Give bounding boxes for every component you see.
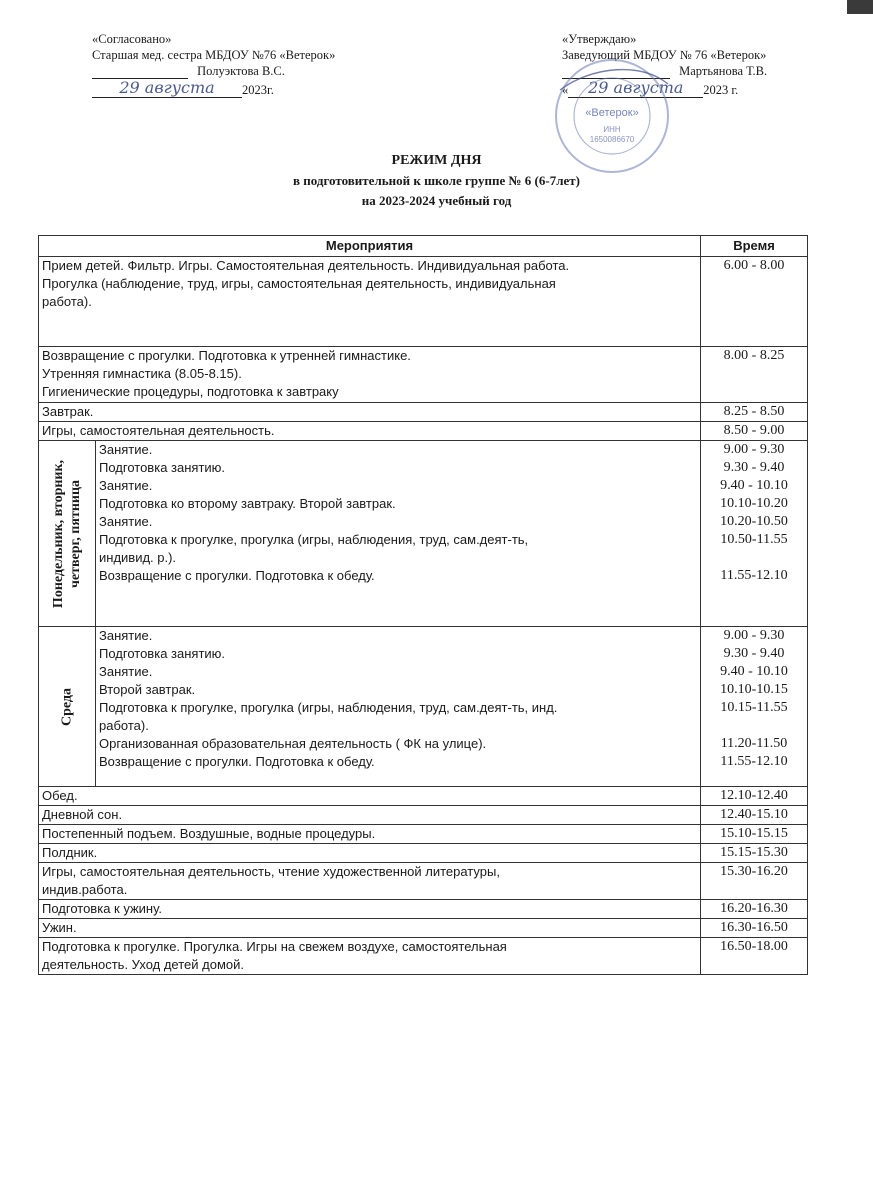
weekday-block-mon-tue-thu-fri (39, 441, 808, 627)
table-row (39, 938, 808, 975)
time-cell: 12.10-12.40 (701, 787, 808, 806)
agreed-year: 2023г. (242, 83, 274, 97)
time-line: 10.10-10.20 (720, 496, 788, 511)
activity-line: Подготовка занятию. (99, 646, 226, 661)
activity-line: индив.работа. (42, 882, 128, 897)
title-line-2: в подготовительной к школе группе № 6 (6-7лет) (293, 173, 580, 188)
activity-line: Прогулка (наблюдение, труд, игры, самостоятельная деятельность, индивидуальная (42, 276, 556, 291)
time-line-empty (704, 717, 804, 735)
activity-cell (96, 441, 701, 627)
activity-line: Прием детей. Фильтр. Игры. Самостоятельная деятельность. Индивидуальная работа. (42, 258, 570, 273)
time-line: 10.50-11.55 (720, 532, 788, 547)
activity-cell (39, 863, 701, 900)
date-blank (92, 80, 242, 98)
title-line-1: РЕЖИМ ДНЯ (391, 153, 482, 168)
approve-year: 2023 г. (703, 83, 739, 97)
activity-line: Второй завтрак. (99, 682, 196, 697)
time-line: 10.15-11.55 (720, 700, 788, 715)
stamp-name: «Ветерок» (585, 107, 639, 119)
time-line: 11.55-12.10 (720, 754, 788, 769)
activity-line: Подготовка к прогулке, прогулка (игры, наблюдения, труд, сам.деят-ть, (99, 532, 529, 547)
time-line: 10.20-10.50 (720, 514, 788, 529)
activity-cell: Завтрак. (39, 403, 701, 422)
document-title (0, 151, 873, 211)
stamp-inn-label: ИНН (603, 125, 621, 134)
handwritten-date: 29 августа (119, 78, 215, 97)
stamp-inn: 1650086670 (589, 135, 635, 144)
activity-line: работа). (42, 294, 92, 309)
activity-line: Занятие. (99, 664, 153, 679)
title-line-3: на 2023-2024 учебный год (361, 193, 512, 208)
table-row (39, 900, 808, 919)
time-cell (701, 627, 808, 787)
activity-cell (39, 257, 701, 347)
table-row (39, 257, 808, 347)
weekday-label-cell (39, 627, 96, 787)
table-row (39, 787, 808, 806)
table-row (39, 403, 808, 422)
time-cell: 15.10-15.15 (701, 825, 808, 844)
handwritten-date: 29 августа (588, 78, 684, 97)
activity-cell: Ужин. (39, 919, 701, 938)
activity-line: Подготовка к прогулке. Прогулка. Игры на свежем воздухе, самостоятельная (42, 939, 507, 954)
table-header-row (39, 236, 808, 257)
activity-line: Возвращение с прогулки. Подготовка к утренней гимнастике. (42, 348, 411, 363)
agreement-header (92, 32, 392, 96)
time-cell: 15.15-15.30 (701, 844, 808, 863)
time-cell: 6.00 - 8.00 (701, 257, 808, 347)
weekday-label-line: четверг, пятница (68, 479, 83, 588)
activity-line: Занятие. (99, 478, 153, 493)
table-row (39, 422, 808, 441)
table-row (39, 347, 808, 403)
weekday-label (50, 459, 84, 607)
time-line: 9.40 - 10.10 (720, 478, 788, 493)
activity-cell: Игры, самостоятельная деятельность. (39, 422, 701, 441)
table-row (39, 919, 808, 938)
time-line: 9.40 - 10.10 (720, 664, 788, 679)
time-cell (701, 441, 808, 627)
column-header-activity: Мероприятия (39, 236, 701, 257)
time-cell: 8.00 - 8.25 (701, 347, 808, 403)
activity-cell (39, 938, 701, 975)
activity-line: Возвращение с прогулки. Подготовка к обеду. (99, 568, 375, 583)
weekday-label-line: Понедельник, вторник, (51, 459, 66, 608)
time-line: 9.30 - 9.40 (723, 646, 785, 661)
activity-line: работа). (99, 718, 149, 733)
time-line: 11.55-12.10 (720, 568, 788, 583)
activity-line: Утренняя гимнастика (8.05-8.15). (42, 366, 242, 381)
agreed-name: Полуэктова В.С. (197, 64, 285, 78)
activity-line: Занятие. (99, 442, 153, 457)
time-cell: 8.25 - 8.50 (701, 403, 808, 422)
activity-line: Гигиенические процедуры, подготовка к завтраку (42, 384, 339, 399)
time-cell: 16.50-18.00 (701, 938, 808, 975)
date-blank: « 29 августа (562, 83, 703, 97)
time-cell: 16.20-16.30 (701, 900, 808, 919)
page-corner-mark (847, 0, 873, 14)
table-row (39, 863, 808, 900)
activity-line: деятельность. Уход детей домой. (42, 957, 245, 972)
approve-position: Заведующий МБДОУ № 76 «Ветерок» (562, 48, 767, 62)
activity-cell: Подготовка к ужину. (39, 900, 701, 919)
activity-line: индивид. р.). (99, 550, 177, 565)
time-cell: 15.30-16.20 (701, 863, 808, 900)
time-line: 10.10-10.15 (720, 682, 788, 697)
activity-cell (39, 347, 701, 403)
agreed-label: «Согласовано» (92, 32, 172, 46)
weekday-label-cell (39, 441, 96, 627)
time-cell: 12.40-15.10 (701, 806, 808, 825)
approve-label: «Утверждаю» (562, 32, 637, 46)
activity-line: Занятие. (99, 628, 153, 643)
table-row (39, 806, 808, 825)
approve-name: Мартьянова Т.В. (679, 64, 768, 78)
time-line: 9.00 - 9.30 (723, 628, 785, 643)
activity-line: Занятие. (99, 514, 153, 529)
agreed-position: Старшая мед. сестра МБДОУ №76 «Ветерок» (92, 48, 336, 62)
activity-cell: Дневной сон. (39, 806, 701, 825)
activity-line: Подготовка занятию. (99, 460, 226, 475)
column-header-time: Время (701, 236, 808, 257)
weekday-label: Среда (59, 687, 75, 726)
activity-cell: Полдник. (39, 844, 701, 863)
table-row (39, 844, 808, 863)
schedule-table (38, 235, 808, 975)
time-line: 11.20-11.50 (720, 736, 788, 751)
activity-cell (96, 627, 701, 787)
agreed-date-line (92, 80, 392, 96)
activity-line: Подготовка к прогулке, прогулка (игры, наблюдения, труд, сам.деят-ть, инд. (99, 700, 558, 715)
activity-line: Возвращение с прогулки. Подготовка к обеду. (99, 754, 375, 769)
activity-line: Организованная образовательная деятельность ( ФК на улице). (99, 736, 487, 751)
table-row (39, 825, 808, 844)
time-cell: 16.30-16.50 (701, 919, 808, 938)
activity-line: Подготовка ко второму завтраку. Второй завтрак. (99, 496, 396, 511)
time-line-empty (704, 549, 804, 567)
weekday-block-wednesday (39, 627, 808, 787)
time-line: 9.00 - 9.30 (723, 442, 785, 457)
activity-cell: Обед. (39, 787, 701, 806)
activity-cell: Постепенный подъем. Воздушные, водные процедуры. (39, 825, 701, 844)
time-line: 9.30 - 9.40 (723, 460, 785, 475)
time-cell: 8.50 - 9.00 (701, 422, 808, 441)
activity-line: Игры, самостоятельная деятельность, чтение художественной литературы, (42, 864, 500, 879)
